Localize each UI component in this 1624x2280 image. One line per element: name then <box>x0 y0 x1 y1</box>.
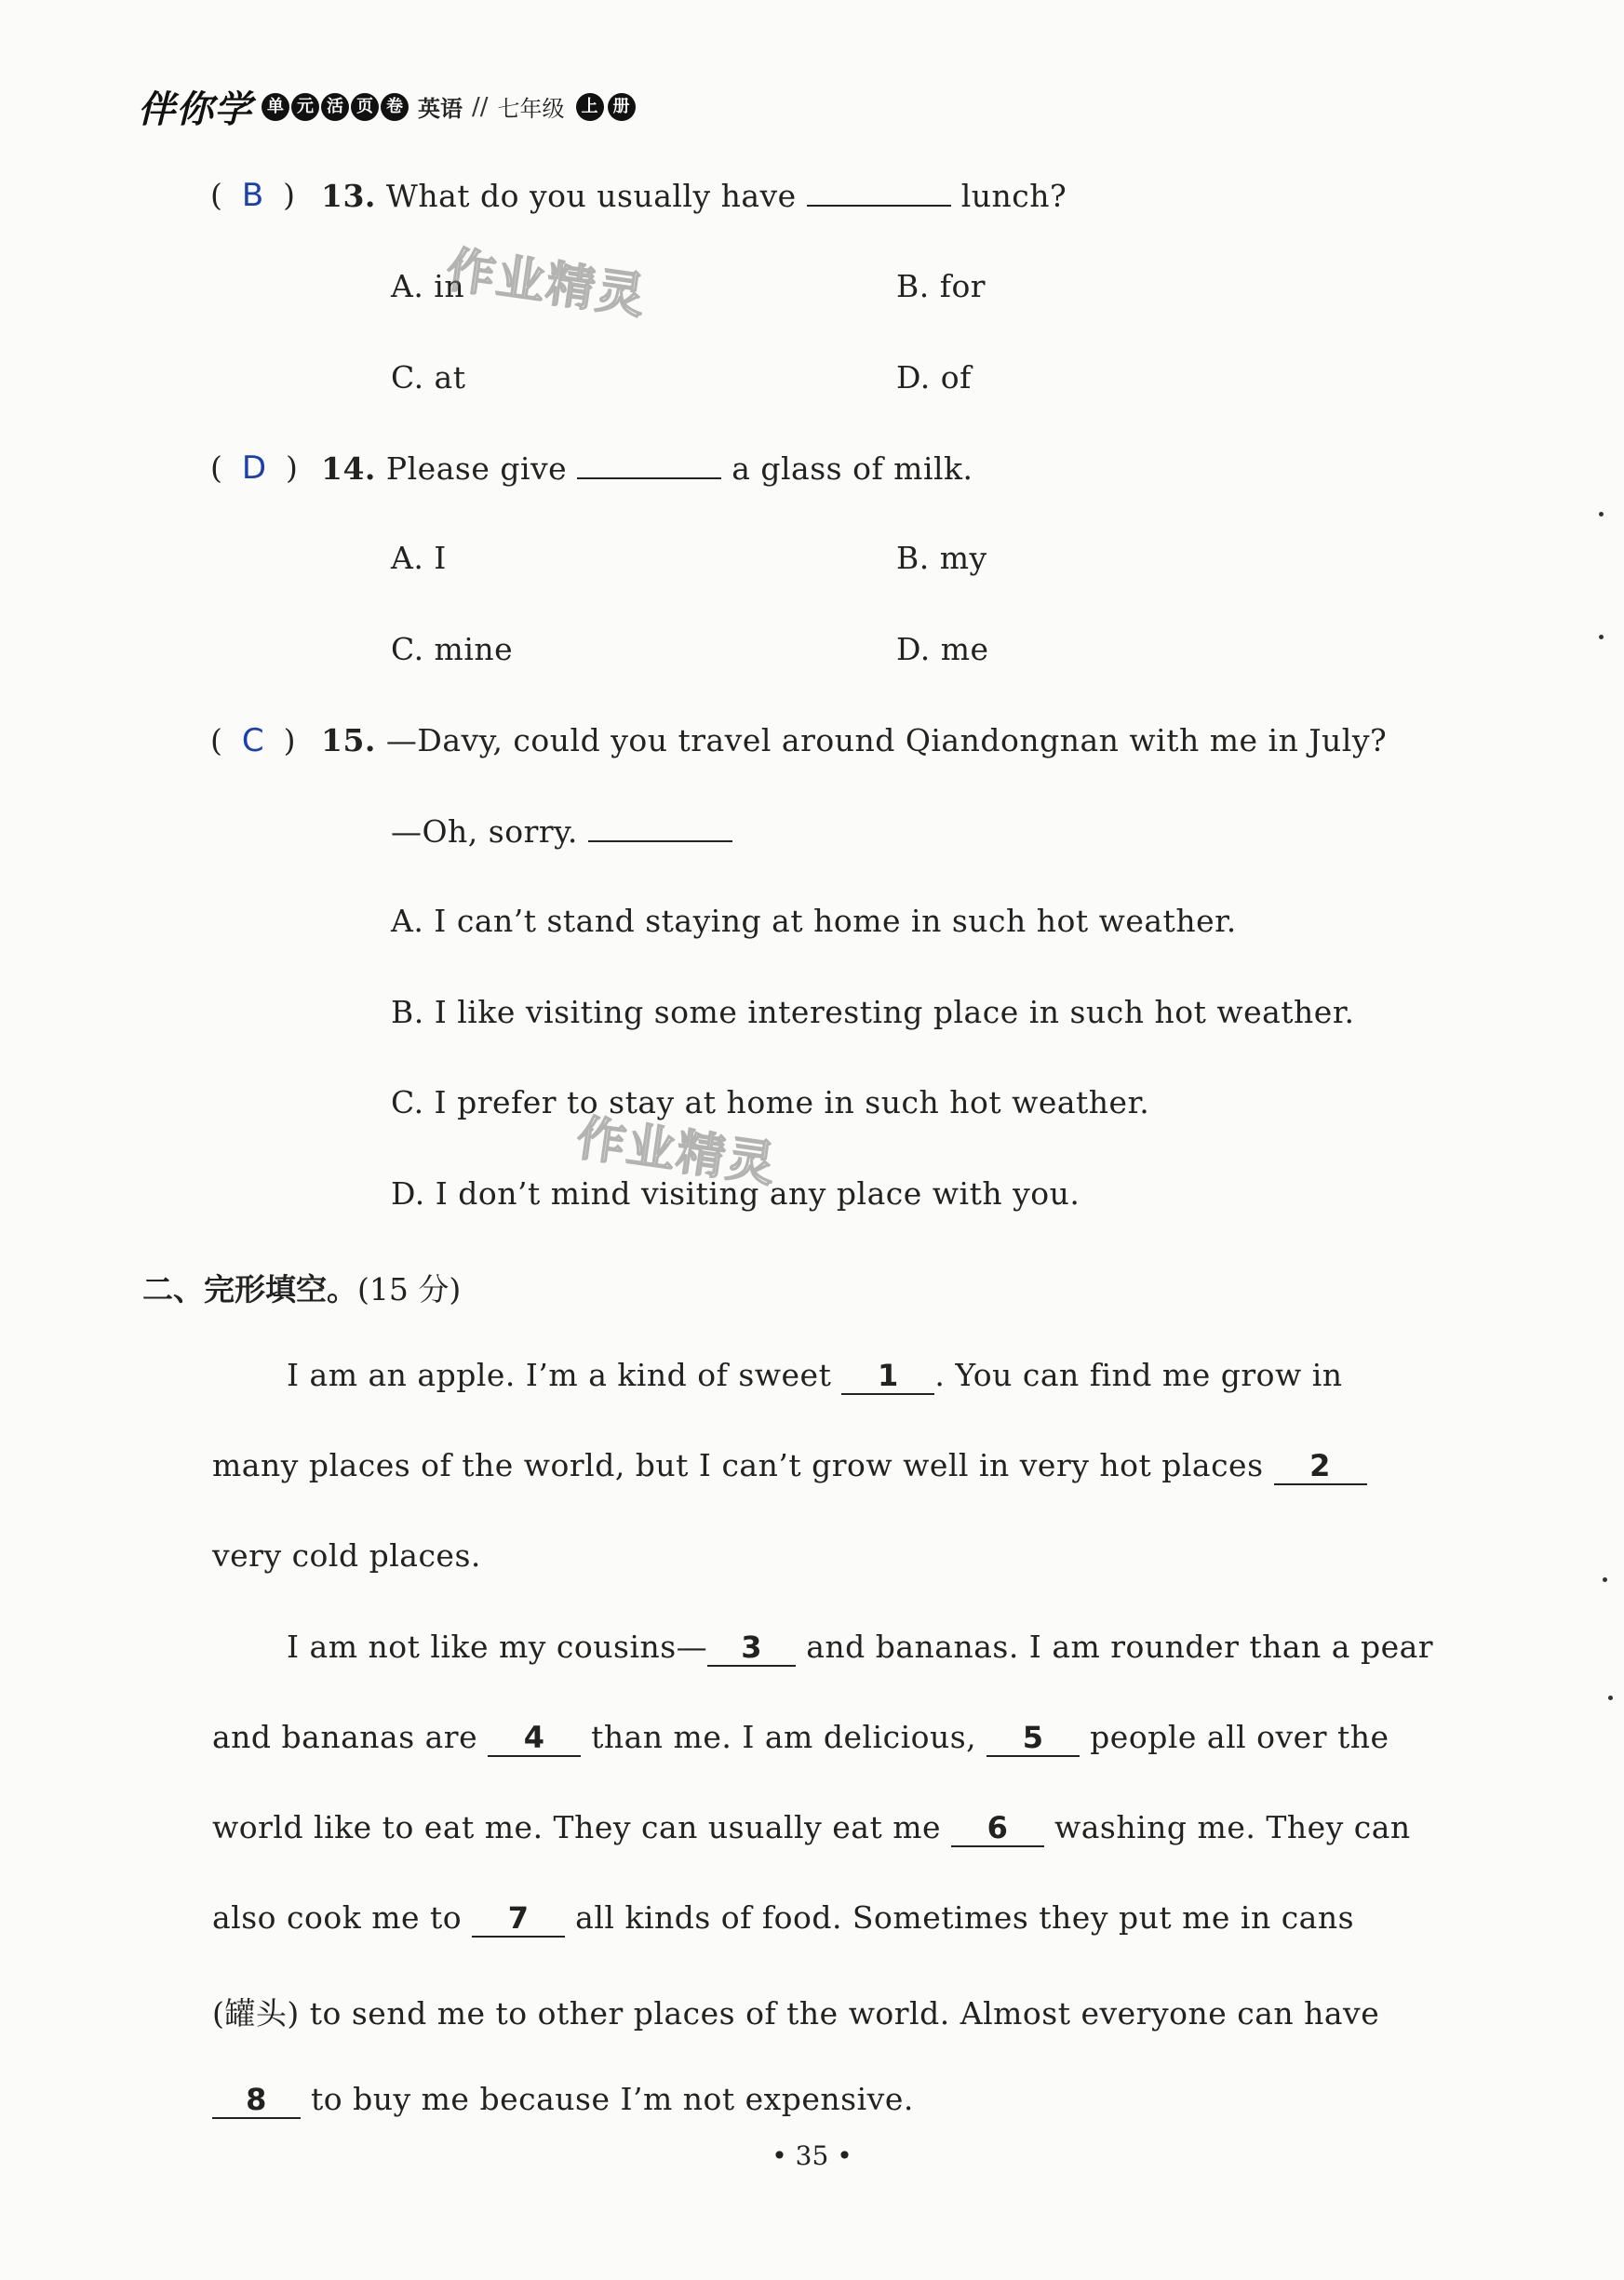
passage-text: people all over the <box>1090 1719 1389 1755</box>
answer-14: D <box>241 449 267 487</box>
passage-text: I am an apple. I’m a kind of sweet <box>287 1357 832 1393</box>
passage-line <box>287 1629 1433 1667</box>
passage-line: (罐头) to send me to other places of the world. Almost everyone can have <box>212 1995 1380 2032</box>
margin-mark <box>1599 512 1604 516</box>
question-stem: —Davy, could you travel around Qiandongnan with me in July? <box>385 722 1388 758</box>
question-number: 13. <box>321 178 376 214</box>
grade-label: 七年级 <box>497 96 565 122</box>
option-c: C. mine <box>391 631 514 667</box>
question-stem: What do you usually have <box>385 178 797 214</box>
answer-bracket-13: ( B ) <box>210 177 296 214</box>
cloze-blank-5: 5 <box>986 1720 1080 1757</box>
passage-text: and bananas are <box>212 1719 478 1755</box>
passage-line <box>212 1899 1354 1938</box>
watermark: 作业精灵 <box>573 1110 781 1194</box>
margin-mark <box>1608 1696 1613 1700</box>
passage-text: many places of the world, but I can’t grow well in very hot places <box>212 1447 1264 1483</box>
series-badge: 卷 <box>381 93 409 121</box>
option-d: D. I don’t mind visiting any place with you. <box>391 1175 1080 1212</box>
series-badge: 单 <box>262 93 289 121</box>
answer-blank <box>807 177 951 207</box>
option-c: C. I prefer to stay at home in such hot weather. <box>391 1084 1150 1120</box>
series-badge: 元 <box>291 93 319 121</box>
watermark: 作业精灵 <box>443 242 651 326</box>
passage-line: very cold places. <box>212 1537 481 1574</box>
series-badge: 页 <box>351 93 379 121</box>
brand-title: 伴你学 <box>138 88 252 131</box>
passage-line <box>212 1809 1411 1847</box>
option-c: C. at <box>391 359 466 396</box>
option-a: A. in <box>391 268 465 304</box>
answer-blank <box>588 812 732 842</box>
header-divider: // <box>472 92 489 121</box>
page-header <box>138 80 636 133</box>
passage-text: to buy me because I’m not expensive. <box>311 2081 914 2117</box>
passage-text: and bananas. I am rounder than a pear <box>806 1629 1434 1665</box>
option-d: D. me <box>896 631 989 667</box>
section-heading <box>142 1266 461 1309</box>
cloze-blank-3: 3 <box>707 1630 796 1667</box>
answer-bracket-14: ( D ) <box>210 449 298 487</box>
question-13 <box>321 177 1067 214</box>
cloze-blank-1: 1 <box>841 1358 934 1395</box>
volume-badge: 上 <box>576 93 604 121</box>
passage-text: washing me. They can <box>1054 1809 1411 1845</box>
passage-text: also cook me to <box>212 1899 463 1936</box>
option-a: A. I <box>391 540 447 576</box>
question-15 <box>321 722 1387 758</box>
option-b: B. for <box>896 268 986 304</box>
question-number: 14. <box>321 450 376 487</box>
option-a: A. I can’t stand staying at home in such hot weather. <box>391 903 1237 939</box>
page-number: • 35 • <box>772 2140 852 2171</box>
question-14 <box>321 449 973 487</box>
option-d: D. of <box>896 359 972 396</box>
cloze-blank-7: 7 <box>472 1900 565 1938</box>
cloze-blank-4: 4 <box>488 1720 581 1757</box>
answer-15: C <box>241 722 264 759</box>
passage-line <box>212 1447 1367 1485</box>
passage-line <box>212 2081 914 2119</box>
question-stem: lunch? <box>960 178 1067 214</box>
question-stem: a glass of milk. <box>731 450 973 487</box>
margin-mark <box>1603 1577 1607 1582</box>
question-stem: Please give <box>385 450 568 487</box>
section-points: (15 分) <box>357 1271 462 1308</box>
passage-text: world like to eat me. They can usually eat me <box>212 1809 942 1845</box>
passage-line <box>212 1719 1389 1757</box>
passage-text: I am not like my cousins— <box>287 1629 708 1665</box>
margin-mark <box>1599 635 1604 639</box>
question-15-reply <box>391 812 732 850</box>
passage-text: . You can find me grow in <box>934 1357 1343 1393</box>
passage-text: all kinds of food. Sometimes they put me in cans <box>575 1899 1355 1936</box>
series-badge: 活 <box>321 93 349 121</box>
question-stem: —Oh, sorry. <box>391 813 578 850</box>
passage-line <box>287 1357 1343 1395</box>
cloze-blank-2: 2 <box>1274 1448 1367 1485</box>
question-number: 15. <box>321 722 376 758</box>
answer-13: B <box>241 177 264 214</box>
passage-text: than me. I am delicious, <box>591 1719 977 1755</box>
series-badges <box>262 93 409 121</box>
answer-blank <box>577 449 721 479</box>
volume-badges <box>574 93 636 121</box>
cloze-blank-6: 6 <box>951 1810 1044 1847</box>
section-title: 二、完形填空。 <box>142 1271 357 1308</box>
option-b: B. my <box>896 540 987 576</box>
option-b: B. I like visiting some interesting place in such hot weather. <box>391 994 1355 1030</box>
subject-label: 英语 <box>418 96 463 122</box>
volume-badge: 册 <box>608 93 636 121</box>
answer-bracket-15: ( C ) <box>210 722 296 759</box>
cloze-blank-8: 8 <box>212 2082 301 2119</box>
